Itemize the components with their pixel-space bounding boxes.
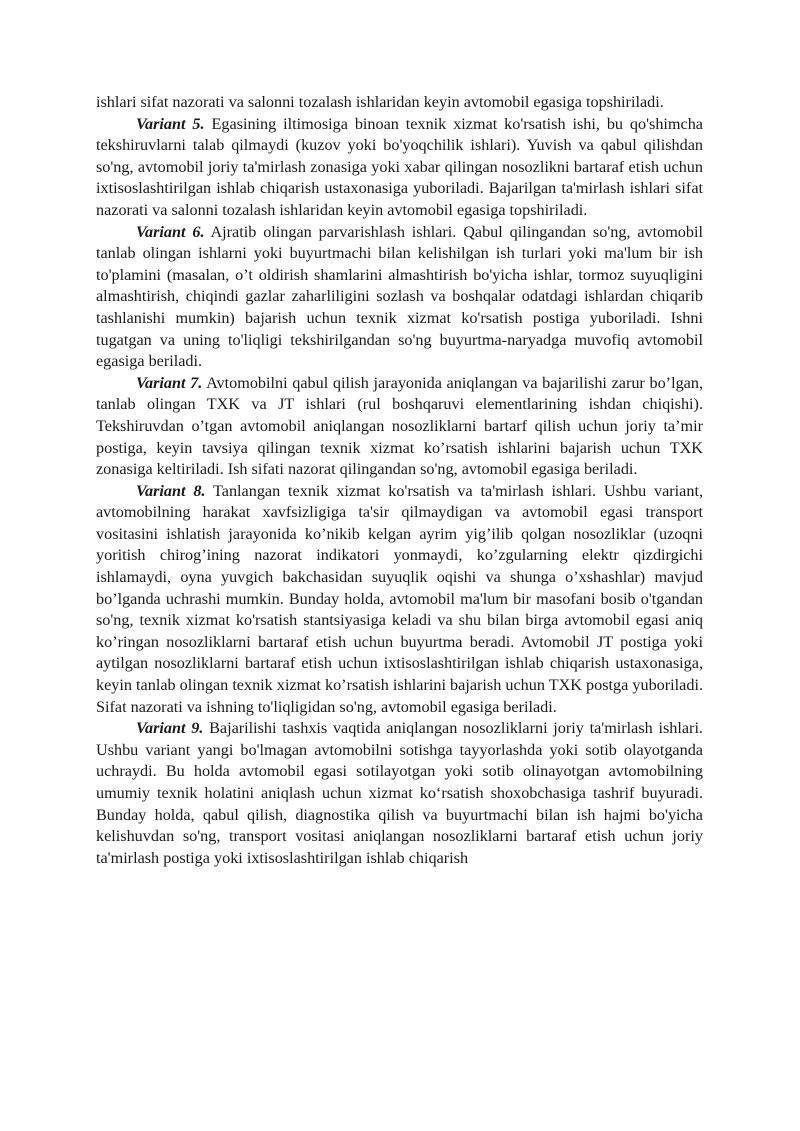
variant-label: Variant 6.	[136, 222, 205, 241]
paragraph-text: Ajratib olingan parvarishlash ishlari. Qabul qilingandan so'ng, avtomobil tanlab olingan ishlarni yoki buyurtmachi bilan kelishilgan ish turlari yoki ma'lum bir ish to'plamini (masalan, o’t oldirish shamlarini almashtirish bo'yicha ishlar, tormoz suyuqligini almashtirish, chiqindi gazlar zaharliligini sozlash va boshqalar odatdagi ishlardan chiqarib tashlanishi mumkin) bajarish uchun texnik xizmat ko'rsatish postiga yuboriladi. Ishni tugatgan va uning to'liqligi tekshirilgandan so'ng buyurtma-naryadga muvofiq avtomobil egasiga beriladi.	[96, 222, 703, 371]
paragraph-text: Avtomobilni qabul qilish jarayonida aniqlangan va bajarilishi zarur bo’lgan, tanlab olingan TXK va JT ishlari (rul boshqaruvi elementlarining ishdan chiqishi). Tekshiruvdan o’tgan avtomobil aniqlangan nosozliklarni bartarf qilish uchun joriy ta’mir postiga, keyin tavsiya qilingan texnik xizmat ko’rsatish ishlarini bajarish uchun TXK zonasiga keltiriladi. Ish sifati nazorat qilingandan so'ng, avtomobil egasiga beriladi.	[96, 373, 703, 479]
variant-label: Variant 9.	[136, 719, 204, 738]
paragraph-variant-5	[96, 114, 703, 222]
paragraph-text: ishlari sifat nazorati va salonni tozalash ishlaridan keyin avtomobil egasiga topshiriladi.	[96, 93, 664, 111]
paragraph-variant-9	[96, 718, 703, 869]
paragraph-text: Tanlangan texnik xizmat ko'rsatish va ta'mirlash ishlari. Ushbu variant, avtomobilning harakat xavfsizligiga ta'sir qilmaydigan va avtomobil egasi transport vositasini ishlatish jarayonida ko’nikib kelgan ayrim yig’ilib qolgan nosozliklar (uzoqni yoritish chirog’ining nazorat indikatori yonmaydi, ko’zgularning elektr qizdirgichi ishlamaydi, oyna yuvgich bakchasidan suyuqlik oqishi va shunga o’xshashlar) mavjud bo’lganda uchrashi mumkin. Bunday holda, avtomobil ma'lum bir masofani bosib o'tgandan so'ng, texnik xizmat ko'rsatish stantsiyasiga keladi va shu bilan birga avtomobil egasi aniq ko’ringan nosozliklarni bartaraf etish uchun buyurtma beradi. Avtomobil JT postiga yoki aytilgan nosozliklarni bartaraf etish uchun ixtisoslashtirilgan ishlab chiqarish ustaxonasiga, keyin tanlab olingan texnik xizmat ko’rsatish ishlarini bajarish uchun TXK postga yuboriladi. Sifat nazorati va ishning to'liqligidan so'ng, avtomobil egasiga beriladi.	[96, 481, 703, 716]
variant-label: Variant 5.	[136, 114, 205, 133]
paragraph-text: Bajarilishi tashxis vaqtida aniqlangan nosozliklarni joriy ta'mirlash ishlari. Ushbu variant yangi bo'lmagan avtomobilni sotishga tayyorlashda yoki sotib olayotganda uchraydi. Bu holda avtomobil egasi sotilayotgan yoki sotib olinayotgan avtomobilning umumiy texnik holatini aniqlash uchun xizmat ko‘rsatish shoxobchasiga tashrif buyuradi. Bunday holda, qabul qilish, diagnostika qilish va buyurtmachi bilan ish hajmi bo'yicha kelishuvdan so'ng, transport vositasi aniqlangan nosozliklarni bartaraf etish uchun joriy ta'mirlash postiga yoki ixtisoslashtirilgan ishlab chiqarish	[96, 719, 703, 867]
paragraph-variant-8	[96, 481, 703, 719]
variant-label: Variant 8.	[136, 481, 206, 500]
paragraph-variant-7	[96, 373, 703, 481]
document-page	[96, 92, 703, 869]
paragraph-text: Egasining iltimosiga binoan texnik xizmat ko'rsatish ishi, bu qo'shimcha tekshiruvlarni talab qilmaydi (kuzov yoki bo'yoqchilik ishlari). Yuvish va qabul qilishdan so'ng, avtomobil joriy ta'mirlash zonasiga yoki xabar qilingan nosozlikni bartaraf etish uchun ixtisoslashtirilgan ishlab chiqarish ustaxonasiga yuboriladi. Bajarilgan ta'mirlash ishlari sifat nazorati va salonni tozalash ishlaridan keyin avtomobil egasiga topshiriladi.	[96, 114, 703, 219]
variant-label: Variant 7.	[136, 373, 203, 392]
paragraph-variant-6	[96, 222, 703, 373]
paragraph-continuation	[96, 92, 703, 114]
